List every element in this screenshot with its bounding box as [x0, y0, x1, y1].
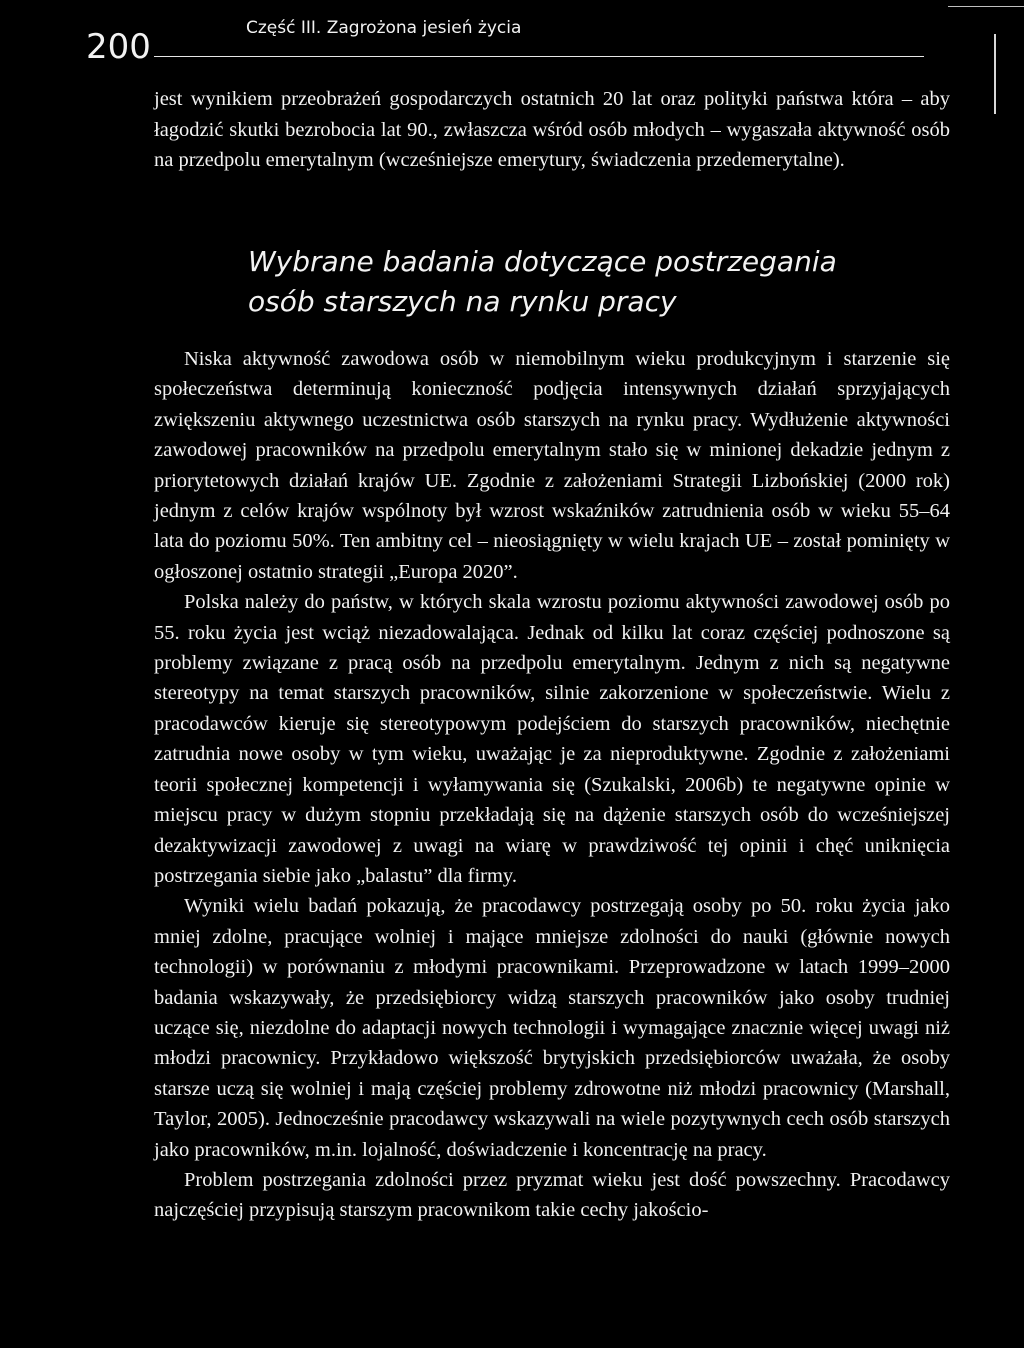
section-heading: [248, 242, 848, 322]
body-text: [154, 344, 950, 1226]
section-heading-line-1: Wybrane badania dotyczące postrzegania: [248, 245, 837, 278]
paragraph: Wyniki wielu badań pokazują, że pracodawcy postrzegają osoby po 50. roku życia jako mniej zdolne, pracujące wolniej i mające mniejsze zdolności do nauki (głównie nowych technologii) w porównaniu z młodymi pracownikami. Przeprowadzone w latach 1999–2000 badania wskazywały, że przedsiębiorcy widzą starszych pracowników jako osoby trudniej uczące się, niezdolne do adaptacji nowych technologii i wymagające znacznie więcej uwagi niż młodzi pracownicy. Przykładowo większość brytyjskich przedsiębiorców uważała, że osoby starsze uczą się wolniej i mają częściej problemy zdrowotne niż młodzi pracownicy (Marshall, Taylor, 2005). Jednocześnie pracodawcy wskazywali na wiele pozytywnych cech osób starszych jako pracowników, m.in. lojalność, doświadczenie i koncentrację na pracy.: [154, 895, 950, 1161]
intro-text: [154, 84, 950, 176]
paragraph: Polska należy do państw, w których skala wzrostu poziomu aktywności zawodowej osób po 55. roku życia jest wciąż niezadowalająca. Jednak od kilku lat coraz częściej podnoszone są problemy związane z pracą osób na przedpolu emerytalnym. Jednym z nich są negatywne stereotypy na temat starszych pracowników, silnie zakorzenione w społeczeństwie. Wielu z pracodawców kieruje się stereotypowym podejściem do starszych pracowników, niechętnie zatrudnia nowe osoby w tym wieku, uważając je za nieproduktywne. Zgodnie z założeniami teorii społecznej kompetencji i wyłamywania się (Szukalski, 2006b) te negatywne opinie w miejscu pracy w dużym stopniu przekładają się na dążenie starszych osób do wcześniejszej dezaktywizacji zawodowej z uwagi na wiarę w prawdziwość tej opinii i chęć uniknięcia postrzegania siebie jako „balastu” dla firmy.: [154, 591, 950, 887]
section-heading-line-2: osób starszych na rynku pracy: [248, 285, 677, 318]
intro-paragraph: jest wynikiem przeobrażeń gospodarczych ostatnich 20 lat oraz polityki państwa która – aby łagodzić skutki bezrobocia lat 90., zwłaszcza wśród osób młodych – wygaszała aktywność osób na przedpolu emerytalnym (wcześniejsze emerytury, świadczenia przedemerytalne).: [154, 88, 950, 171]
paragraph: Problem postrzegania zdolności przez pryzmat wieku jest dość powszechny. Pracodawcy najczęściej przypisują starszym pracownikom takie cechy jakościo-: [154, 1168, 950, 1222]
section-title: Część III. Zagrożona jesień życia: [246, 18, 522, 38]
header-rule: [154, 56, 924, 57]
running-head: [86, 18, 926, 67]
page-edge-margin-line: [994, 34, 996, 114]
page-number: 200: [86, 27, 151, 67]
paragraph: Niska aktywność zawodowa osób w niemobilnym wieku produkcyjnym i starzenie się społeczeństwa determinują konieczność podjęcia intensywnych działań sprzyjających zwiększeniu aktywnego uczestnictwa osób starszych na rynku pracy. Wydłużenie aktywności zawodowej pracowników na przedpolu emerytalnym stało się w minionej dekadzie jednym z priorytetowych działań krajów UE. Zgodnie z założeniami Strategii Lizbońskiej (2000 rok) jednym z celów krajów wspólnoty był wzrost wskaźników zatrudnienia osób w wieku 55–64 lata do poziomu 50%. Ten ambitny cel – nieosiągnięty w wielu krajach UE – został pominięty w ogłoszonej ostatnio strategii „Europa 2020”.: [154, 348, 950, 583]
page-edge-line: [948, 6, 1024, 7]
